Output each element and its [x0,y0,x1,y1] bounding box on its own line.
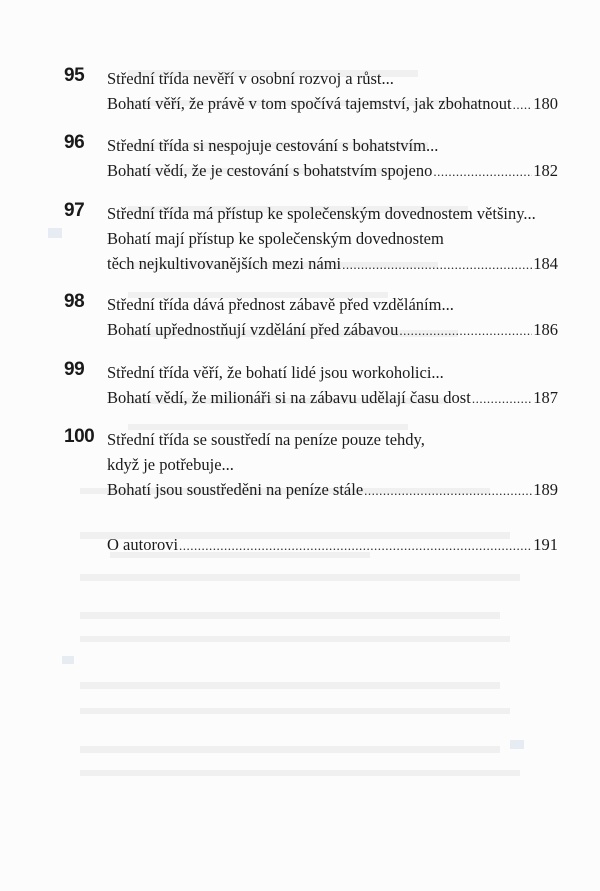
chapter-number: 99 [64,359,85,380]
page-number: 187 [533,388,558,407]
chapter-number: 96 [64,132,85,153]
about-author-label: O autorovi [107,535,179,554]
page-number: 186 [533,320,558,339]
chapter-number: 97 [64,200,85,221]
page-number: 191 [533,535,558,554]
page-number: 182 [533,161,558,180]
entry-title-line: Bohatí vědí, že milionáři si na zábavu udělají času dost [107,388,471,407]
entry-last-line [107,91,558,117]
entry-title-line: těch nejkultivovanějších mezi námi [107,254,342,273]
dot-leader [433,159,532,184]
toc-entry-100 [64,427,558,503]
entry-title-line: Bohatí vědí, že je cestování s bohatstvím spojeno [107,161,433,180]
entry-title-line: Střední třída si nespojuje cestování s bohatstvím... [107,136,439,155]
entry-title-line: Bohatí upřednostňují vzdělání před zábavou [107,320,399,339]
toc-entry-about-author [64,532,558,558]
chapter-number: 95 [64,65,85,86]
entry-last-line [107,532,558,558]
table-of-contents [64,66,558,558]
entry-title-line: Bohatí mají přístup ke společenským dovednostem [107,229,444,248]
dot-leader [513,92,533,117]
page-number: 184 [533,254,558,273]
page-number: 189 [533,480,558,499]
entry-title-line: když je potřebuje... [107,455,234,474]
toc-entry-99 [64,360,558,411]
dot-leader [364,478,532,503]
entry-title-line: Bohatí jsou soustředěni na peníze stále [107,480,364,499]
entry-title-line: Střední třída věří, že bohatí lidé jsou workoholici... [107,363,444,382]
dot-leader [342,252,532,277]
entry-title-line: Střední třída se soustředí na peníze pouze tehdy, [107,430,425,449]
entry-title-line: Střední třída dává přednost zábavě před vzděláním... [107,295,454,314]
toc-entry-97 [64,201,558,277]
chapter-number: 100 [64,426,95,447]
page-number: 180 [533,94,558,113]
chapter-number: 98 [64,291,85,312]
toc-entry-95 [64,66,558,117]
entry-last-line [107,385,558,411]
entry-last-line [107,477,558,503]
dot-leader [399,318,532,343]
entry-last-line [107,158,558,184]
entry-title-line: Střední třída má přístup ke společenským dovednostem většiny... [107,204,536,223]
toc-entry-98 [64,292,558,343]
entry-last-line [107,317,558,343]
dot-leader [179,533,532,558]
entry-title-line: Střední třída nevěří v osobní rozvoj a růst... [107,69,394,88]
toc-entry-96 [64,133,558,184]
entry-last-line [107,251,558,277]
entry-title-line: Bohatí věří, že právě v tom spočívá tajemství, jak zbohatnout [107,94,512,113]
dot-leader [472,386,532,411]
